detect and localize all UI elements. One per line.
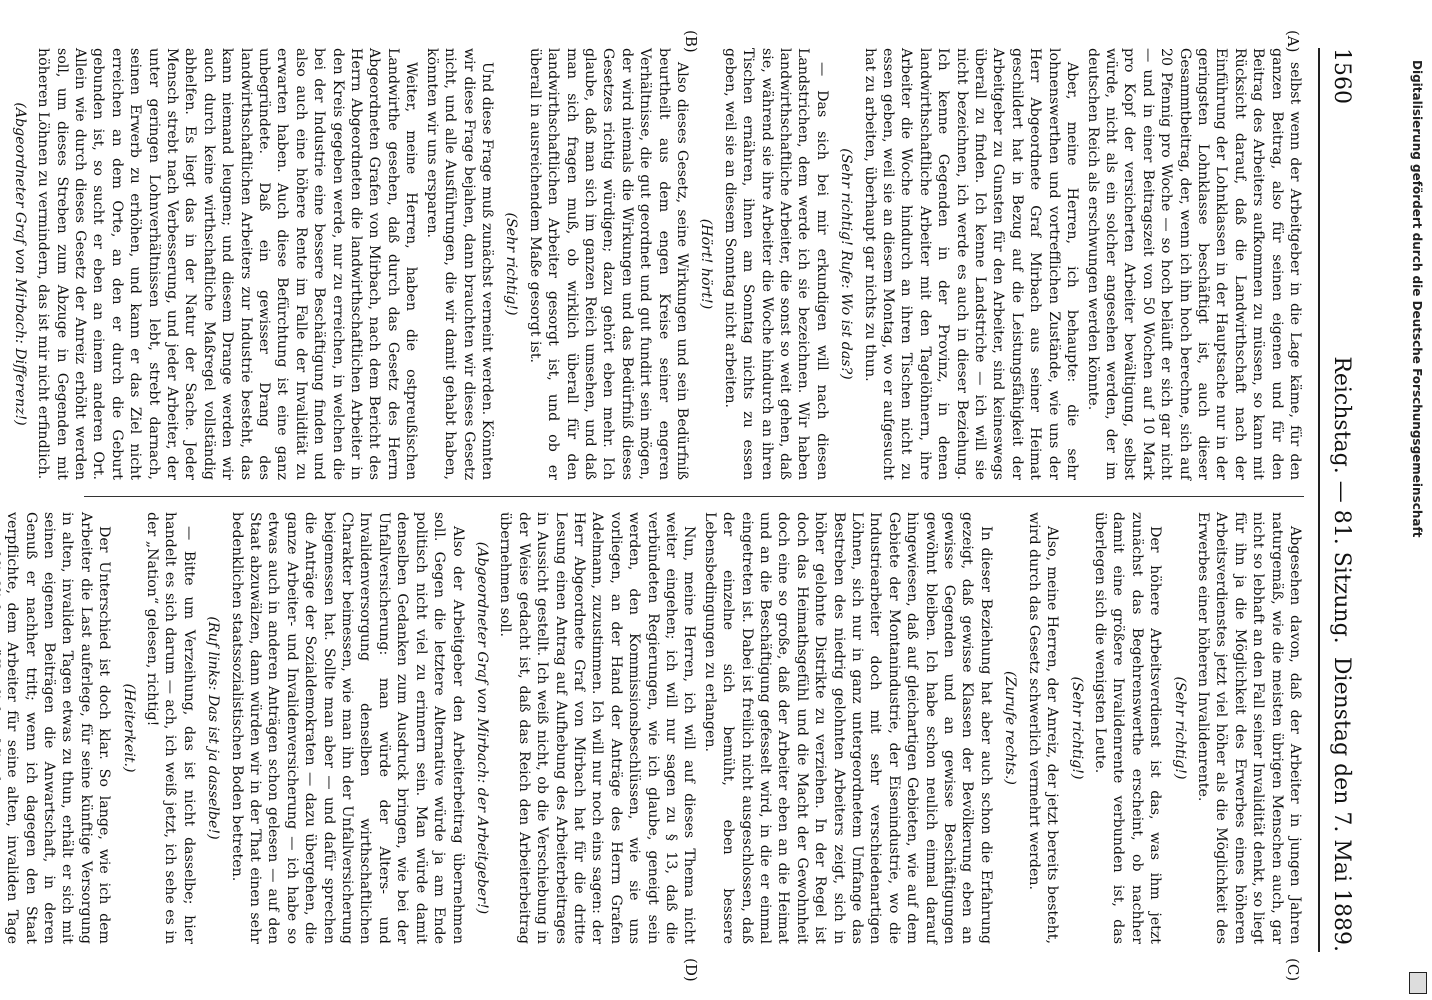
- column-divider: [84, 496, 1304, 497]
- paragraph: Der Unterschied ist doch klar. So lange, wie ich dem Arbeiter die Last auferlege, für seine künftige Versorgung in alten, invaliden Tagen etwas zu thun, erhält er sich mit seinen eigenen Beiträgen die Anwartschaft, in deren Genuß er nachher tritt; wenn ich dagegen den Staat verpflichte, dem Arbeiter für seine alten, invaliden Tage: [4, 512, 113, 944]
- interjection: (Sehr richtig!): [1068, 676, 1085, 780]
- paragraph: — Bitte um Verzeihung, das ist nicht dasselbe; hier handelt es sich darum — ach, ich weiß jetzt, ich sehe es in der „Nation“ gelesen, richtig!: [144, 512, 197, 944]
- paragraph: Nun, meine Herren, ich will auf dieses Thema nicht weiter eingehen; ich will nur sagen zu § 13, daß die verbündeten Regierungen, wie ich glaube, geneigt sein werden, den Kommissionsbeschlüssen, wie sie uns vorliegen, an der Hand der Anträge des Herrn Grafen Adelmann, zuzustimmen. Ich will nur noch eins sagen: der Herr Abgeordnete Graf von Mirbach hat für die dritte Lesung einen Antrag auf Aufhebung des Arbeiterbeitrages in Aussicht gestellt. Ich weiß nicht, ob die Verschiebung in der Weise gedacht ist, daß das Reich den Arbeiterbeitrag übernehmen soll.: [497, 512, 698, 944]
- margin-marker-b: (B): [682, 30, 700, 53]
- interjection: (Sehr richtig!): [1171, 676, 1188, 780]
- funding-footer: [1402, 0, 1432, 1000]
- interjection: (Ruf links: Das ist ja dasselbe!): [205, 616, 222, 840]
- paragraph: Also dieses Gesetz, seine Wirkungen und sein Bedürfniß beurtheilt aus dem engen Kreise seiner engeren Verhältnisse, die gut geordnet und gut fundirt sein mögen, der wird niemals die Wirkungen und das Bedürfniß dieses Gesetzes richtig würdigen; dazu gehört eben mehr. Ich glaube, daß man sich im ganzen Reich umsehen, und daß man sich fragen muß, ob wirklich überall für den landwirthschaftlichen Arbeiter gesorgt ist, und ob er überall in ausreichendem Maße gesorgt ist.: [526, 48, 690, 480]
- margin-marker-c: (C): [1284, 958, 1302, 982]
- margin-marker-d: (D): [682, 958, 700, 982]
- paragraph: Und diese Frage muß zunächst verneint werden. Könnten wir diese Frage bejahen, dann brauchten wir dieses Gesetz nicht, und alle Ausführungen, die wir damit gehabt haben, könnten wir uns ersparen.: [423, 48, 495, 480]
- dfg-logo-icon: [1409, 972, 1427, 994]
- interjection: (Abgeordneter Graf von Mirbach: der Arbeitgeber!): [473, 541, 490, 915]
- interjection: (Abgeordneter Graf von Mirbach: Differenz!): [11, 102, 28, 426]
- page-number: 1560: [1329, 48, 1354, 104]
- interjection: (Hört! hört!): [698, 218, 715, 310]
- paragraph: Der höhere Arbeitsverdienst ist das, was ihm jetzt zunächst das Begehrenswerthe erscheint, ob nachher damit eine größere Invalidenrente verbunden ist, das überlegen sich die wenigsten Leute.: [1091, 512, 1164, 944]
- interjection: (Heiterkeit.): [120, 683, 137, 773]
- paragraph: — Das sich bei mir erkundigen will nach diesen Landstrichen, dem werde ich sie bezeichnen. Wir haben landwirthschaftliche Arbeiter, die sonst so weit gehen, daß sie, während sie ihre Arbeiter die Woche hindurch an ihren Tischen ernähren, ihnen am Sonntag nichts zu essen geben, weil sie an diesem Sonntag nicht arbeiten.: [721, 48, 830, 480]
- paragraph: Abgesehen davon, daß der Arbeiter in jungen Jahren naturgemäß, wie die meisten übrigen Menschen auch, gar nicht so lebhaft an den Fall seiner Invalidität denkt, so liegt für ihn ja die Möglichkeit des Erwerbes eines höheren Arbeitsverdienstes jetzt viel höher als die Möglichkeit des Erwerbes einer höheren Invalidenrente.: [1194, 512, 1303, 944]
- left-column: [11, 48, 1304, 480]
- paragraph: selbst wenn der Arbeitgeber in die Lage käme, für den ganzen Beitrag, also für seinen eigenen und für den Beitrag des Arbeiters aufkommen zu müssen, so kann mit Rücksicht darauf, daß die Landwirthschaft nach der Einführung der Lohnklassen in der Hauptsache nur in der geringsten Lohnklasse beschäftigt ist, auch dieser Gesammtbeitrag, der, wenn ich ihn hoch berechne, sich auf 20 Pfennig pro Woche — so hoch beläuft er sich gar nicht — und in einer Beitragszeit von 50 Wochen auf 10 Mark pro Kopf der versicherten Arbeiter bewältigung, selbst würde, nicht als ein solcher angesehen werden, der im deutschen Reich als erschwungen werden könnte.: [1084, 48, 1303, 480]
- paragraph: Also der Arbeitgeber den Arbeiterbeitrag übernehmen soll. Gegen die letztere Alternative würde ja am Ende politisch nicht viel zu erinnern sein. Man würde damit denselben Gedanken zum Ausdruck bringen, wie bei der Unfallversicherung: man würde der Alters- und Invalidenversorgung denselben wirthschaftlichen Charakter beimessen, wie man ihn der Unfallversicherung beigemessen hat. Sollte man aber — und dafür sprechen die Anträge der Sozialdemokraten — dazu übergehen, die ganze Arbeiter- und Invalidenversicherung — ich habe so etwas auch in anderen Anträgen schon gelesen — auf den Staat abzuwälzen, dann würden wir in der That einen sehr bedenklichen staatssozialistischen Boden betreten.: [228, 512, 466, 944]
- paragraph: Aber, meine Herren, ich behaupte: die sehr lohnenswerthen und vortrefflichen Zustände, wie uns der Herr Abgeordnete Graf Mirbach aus seiner Heimat geschildert hat in Bezug auf die Leistungsfähigkeit der Arbeitgeber zu Gunsten für den Arbeiter, sind keineswegs überall zu finden. Ich kenne Landstriche — ich will sie nicht bezeichnen, ich werde es auch in dieser Beziehung. Ich kenne Gegenden in der Provinz, in denen landwirthschaftliche Arbeiter mit den Tagelöhnern, ihre Arbeiter die Woche hindurch an ihren Tischen nicht zu essen geben, weil sie an diesem Montag, wo er aufgesucht hat zu arbeiten, überhaupt gar nichts zu thun.: [861, 48, 1081, 480]
- paragraph: In dieser Beziehung hat aber auch schon die Erfahrung gezeigt, daß gewisse Klassen der Bevölkerung eben an gewisse Gegenden und an gewisse Beschäftigungen gewöhnt bleiben. Ich habe schon neulich einmal darauf hingewiesen, daß auf gleichartigen Gebieten, wie auf dem Gebiete der Montanindustrie, der Eisenindustrie, wo die Industriearbeiter doch mit sehr verschiedenartigen Löhnen, sich nur in ganz untergeordnetem Umfange das Bestreben des niedrig gelohnten Arbeiters zeigt, sich in höher gelohnte Distrikte zu verziehen. In der Regel ist doch das Heimathsgefühl und die Macht der Gewohnheit doch eine so große, daß der Arbeiter eben an die Heimat und an die Beschäftigung gefesselt wird, in die er einmal eingetreten ist. Dabei ist freilich nicht ausgeschlossen, daß der einzelne sich bemüht, eben bessere Lebensbedingungen zu erlangen.: [701, 512, 994, 944]
- funding-note: Digitalisierung gefördert durch die Deutsche Forschungsgemeinschaft: [1410, 60, 1424, 538]
- interjection: (Sehr richtig! Rufe: Wo ist das?): [838, 148, 855, 380]
- session-date: Dienstag den 7. Mai 1889.: [1329, 656, 1354, 952]
- margin-marker-a: (A): [1284, 30, 1302, 53]
- page-header: [1318, 48, 1360, 952]
- interjection: (Zurufe rechts.): [1002, 671, 1019, 785]
- interjection: (Sehr richtig!): [503, 212, 520, 316]
- page-title: Reichstag. — 81. Sitzung.: [1329, 356, 1354, 644]
- paragraph: Weiter, meine Herren, haben die ostpreußischen Landwirthe gesehen, daß durch das Gesetz des Herrn Abgeordneten Grafen von Mirbach, nach dem Bericht des Herrn Abgeordneten die landwirthschaftlichen Arbeiter in den Kreis gegeben werde, nur zu erreichen, in welchen die bei der Industrie eine bessere Beschäftigung finden und also auch eine höhere Rente im Falle der Invalidität zu erwarten haben. Auch diese Befürchtung ist eine ganz unbegründete. Daß ein gewisser Drang des landwirthschaftlichen Arbeiters zur Industrie besteht, das kann niemand leugnen; und diesem Drange werden wir auch durch keine wirthschaftliche Maßregel vollständig abhelfen. Es liegt das in der Natur der Sache. Jeder Mensch strebt nach Verbesserung, und jeder Arbeiter, der unter geringen Lohnverhältnissen lebt, strebt darnach, seinen Erwerb zu erhöhen, und kann er das Ziel nicht erreichen an dem Orte, an den er durch die Geburt gebunden ist, so sucht er eben an einem anderen Ort. Allein wie durch dieses Gesetz der Anreiz erhöht werden soll, um dieses Streben zum Abzuge in Gegenden mit höheren Löhnen zu vermindern, das ist mir nicht erfindlich.: [35, 48, 420, 480]
- paragraph: Also, meine Herren, der Anreiz, der jetzt bereits besteht, wird durch das Gesetz schwerlich vermehrt werden.: [1025, 512, 1061, 944]
- right-column: [4, 512, 1304, 944]
